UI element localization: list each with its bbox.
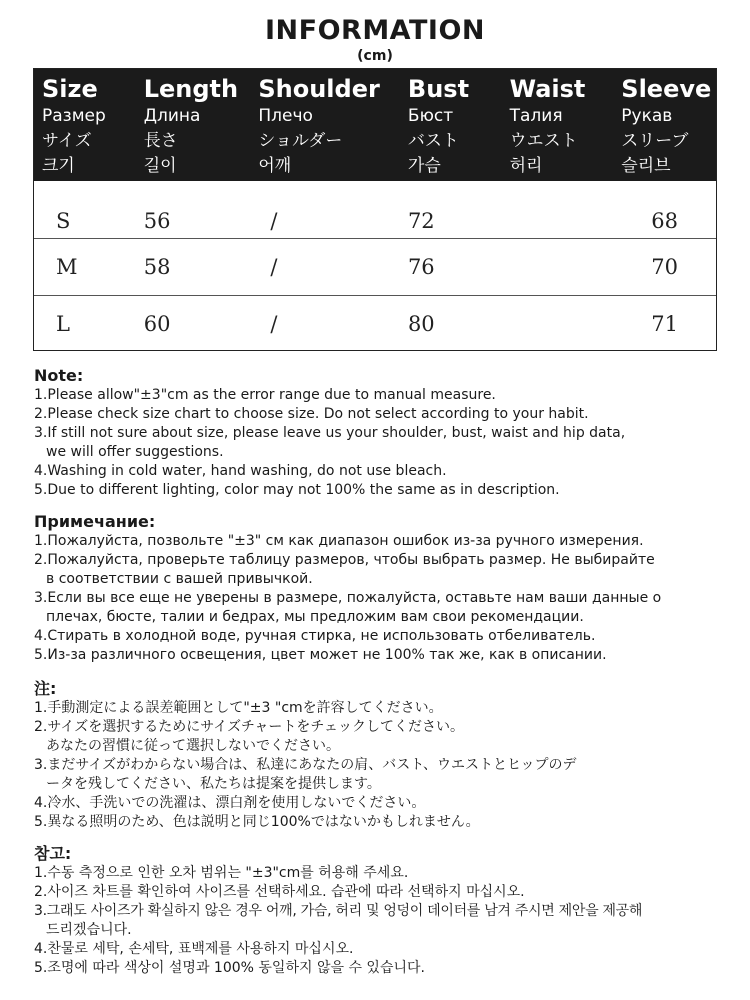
cell-sleeve: 71 [651, 312, 678, 336]
notes-english [34, 366, 734, 500]
header-bust-ja: バスト [407, 131, 459, 151]
note-line: 1.手動測定による誤差範囲として"±3 "cmを許容してください。 [34, 700, 443, 716]
notes-heading: Примечание: [34, 512, 156, 531]
note-line: 1.Пожалуйста, позвольте "±3" см как диапазон ошибок из-за ручного измерения. [34, 533, 644, 549]
header-waist-en: Waist [509, 75, 586, 103]
header-shoulder-ru: Плечо [258, 106, 313, 126]
header-sleeve-en: Sleeve [621, 75, 712, 103]
header-size-ru: Размер [42, 106, 106, 126]
header-sleeve [613, 69, 716, 181]
cell-bust: 76 [407, 255, 435, 279]
notes-korean [34, 844, 734, 978]
note-line: 4.冷水、手洗いでの洗濯は、漂白剤を使用しないでください。 [34, 795, 426, 811]
notes-russian [34, 512, 734, 665]
header-shoulder-ja: ショルダー [258, 131, 343, 151]
header-waist-ko: 허리 [509, 156, 543, 176]
note-line: 5.Due to different lighting, color may not 100% the same as in description. [34, 482, 560, 498]
cell-length: 60 [143, 312, 171, 336]
cell-size: M [56, 255, 78, 279]
header-sleeve-ja: スリーブ [621, 131, 689, 151]
note-line: 5.조명에 따라 색상이 설명과 100% 동일하지 않을 수 있습니다. [34, 960, 425, 976]
unit-label: (cm) [357, 48, 393, 64]
note-line: 3.Если вы все еще не уверены в размере, пожалуйста, оставьте нам ваши данные о [34, 590, 662, 606]
note-line: 3.まだサイズがわからない場合は、私達にあなたの肩、バスト、ウエストとヒップのデ [34, 757, 577, 773]
note-line: 4.찬물로 세탁, 손세탁, 표백제를 사용하지 마십시오. [34, 941, 354, 957]
cell-sleeve: 70 [651, 255, 678, 279]
header-length-ru: Длина [143, 106, 201, 126]
header-sleeve-ru: Рукав [621, 106, 673, 126]
header [0, 0, 750, 64]
note-line: ータを残してください、私たちは提案を提供します。 [46, 776, 381, 792]
table-row [34, 181, 716, 238]
cell-bust: 80 [407, 312, 435, 336]
header-waist [502, 69, 614, 181]
header-bust-en: Bust [407, 75, 470, 103]
header-size-ko: 크기 [42, 156, 75, 176]
header-sleeve-ko: 슬리브 [621, 156, 671, 176]
header-shoulder-ko: 어깨 [258, 156, 292, 176]
header-shoulder [250, 69, 400, 181]
cell-bust: 72 [407, 208, 435, 233]
note-line: 2.Пожалуйста, проверьте таблицу размеров, чтобы выбрать размер. Не выбирайте [34, 552, 655, 568]
cell-size: S [56, 208, 71, 233]
notes-japanese [34, 679, 734, 832]
note-line: 4.Стирать в холодной воде, ручная стирка, не использовать отбеливатель. [34, 628, 596, 644]
notes-heading: 注: [34, 679, 57, 698]
cell-shoulder: / [270, 312, 278, 336]
size-chart-table [33, 68, 717, 351]
note-line: 3.If still not sure about size, please leave us your shoulder, bust, waist and hip data, [34, 425, 626, 441]
header-length-ja: 長さ [143, 131, 178, 151]
header-waist-ja: ウエスト [509, 131, 578, 151]
note-line: 3.그래도 사이즈가 확실하지 않은 경우 어깨, 가슴, 허리 및 엉덩이 데이터를 남겨 주시면 제안을 제공해 [34, 903, 643, 919]
header-size [34, 69, 136, 181]
cell-shoulder: / [270, 255, 278, 279]
header-size-ja: サイズ [42, 131, 92, 151]
header-shoulder-en: Shoulder [258, 75, 380, 103]
note-line: 드리겠습니다. [46, 922, 132, 938]
notes-heading: Note: [34, 366, 84, 385]
cell-shoulder: / [270, 208, 278, 233]
table-row [34, 295, 716, 352]
note-line: 1.Please allow"±3"cm as the error range due to manual measure. [34, 387, 496, 403]
cell-sleeve: 68 [651, 208, 678, 233]
note-line: 5.異なる照明のため、色は説明と同じ100%ではないかもしれません。 [34, 814, 480, 830]
table-row [34, 238, 716, 295]
page-title: INFORMATION [264, 15, 485, 46]
header-bust [400, 69, 502, 181]
notes-heading: 참고: [34, 844, 72, 863]
note-line: 5.Из-за различного освещения, цвет может не 100% так же, как в описании. [34, 647, 607, 663]
note-line: в соответствии с вашей привычкой. [46, 571, 313, 587]
cell-length: 56 [143, 208, 171, 233]
header-waist-ru: Талия [509, 106, 563, 126]
header-size-en: Size [42, 75, 98, 103]
header-bust-ko: 가슴 [407, 156, 441, 176]
header-length [136, 69, 251, 181]
note-line: 2.사이즈 차트를 확인하여 사이즈를 선택하세요. 습관에 따라 선택하지 마십시오. [34, 884, 525, 900]
note-line: плечах, бюсте, талии и бедрах, мы предложим вам свои рекомендации. [46, 609, 584, 625]
header-length-en: Length [143, 75, 239, 103]
header-length-ko: 길이 [143, 156, 177, 176]
note-line: 2.サイズを選択するためにサイズチャートをチェックしてください。 [34, 719, 464, 735]
note-line: 2.Please check size chart to choose size. Do not select according to your habit. [34, 406, 589, 422]
note-line: 4.Washing in cold water, hand washing, do not use bleach. [34, 463, 447, 479]
note-line: we will offer suggestions. [46, 444, 224, 460]
cell-size: L [56, 312, 70, 336]
note-line: あなたの習慣に従って選択しないでください。 [46, 738, 340, 754]
table-header [34, 69, 716, 181]
note-line: 1.수동 측정으로 인한 오차 범위는 "±3"cm를 허용해 주세요. [34, 865, 409, 881]
cell-length: 58 [143, 255, 171, 279]
header-bust-ru: Бюст [407, 106, 454, 126]
